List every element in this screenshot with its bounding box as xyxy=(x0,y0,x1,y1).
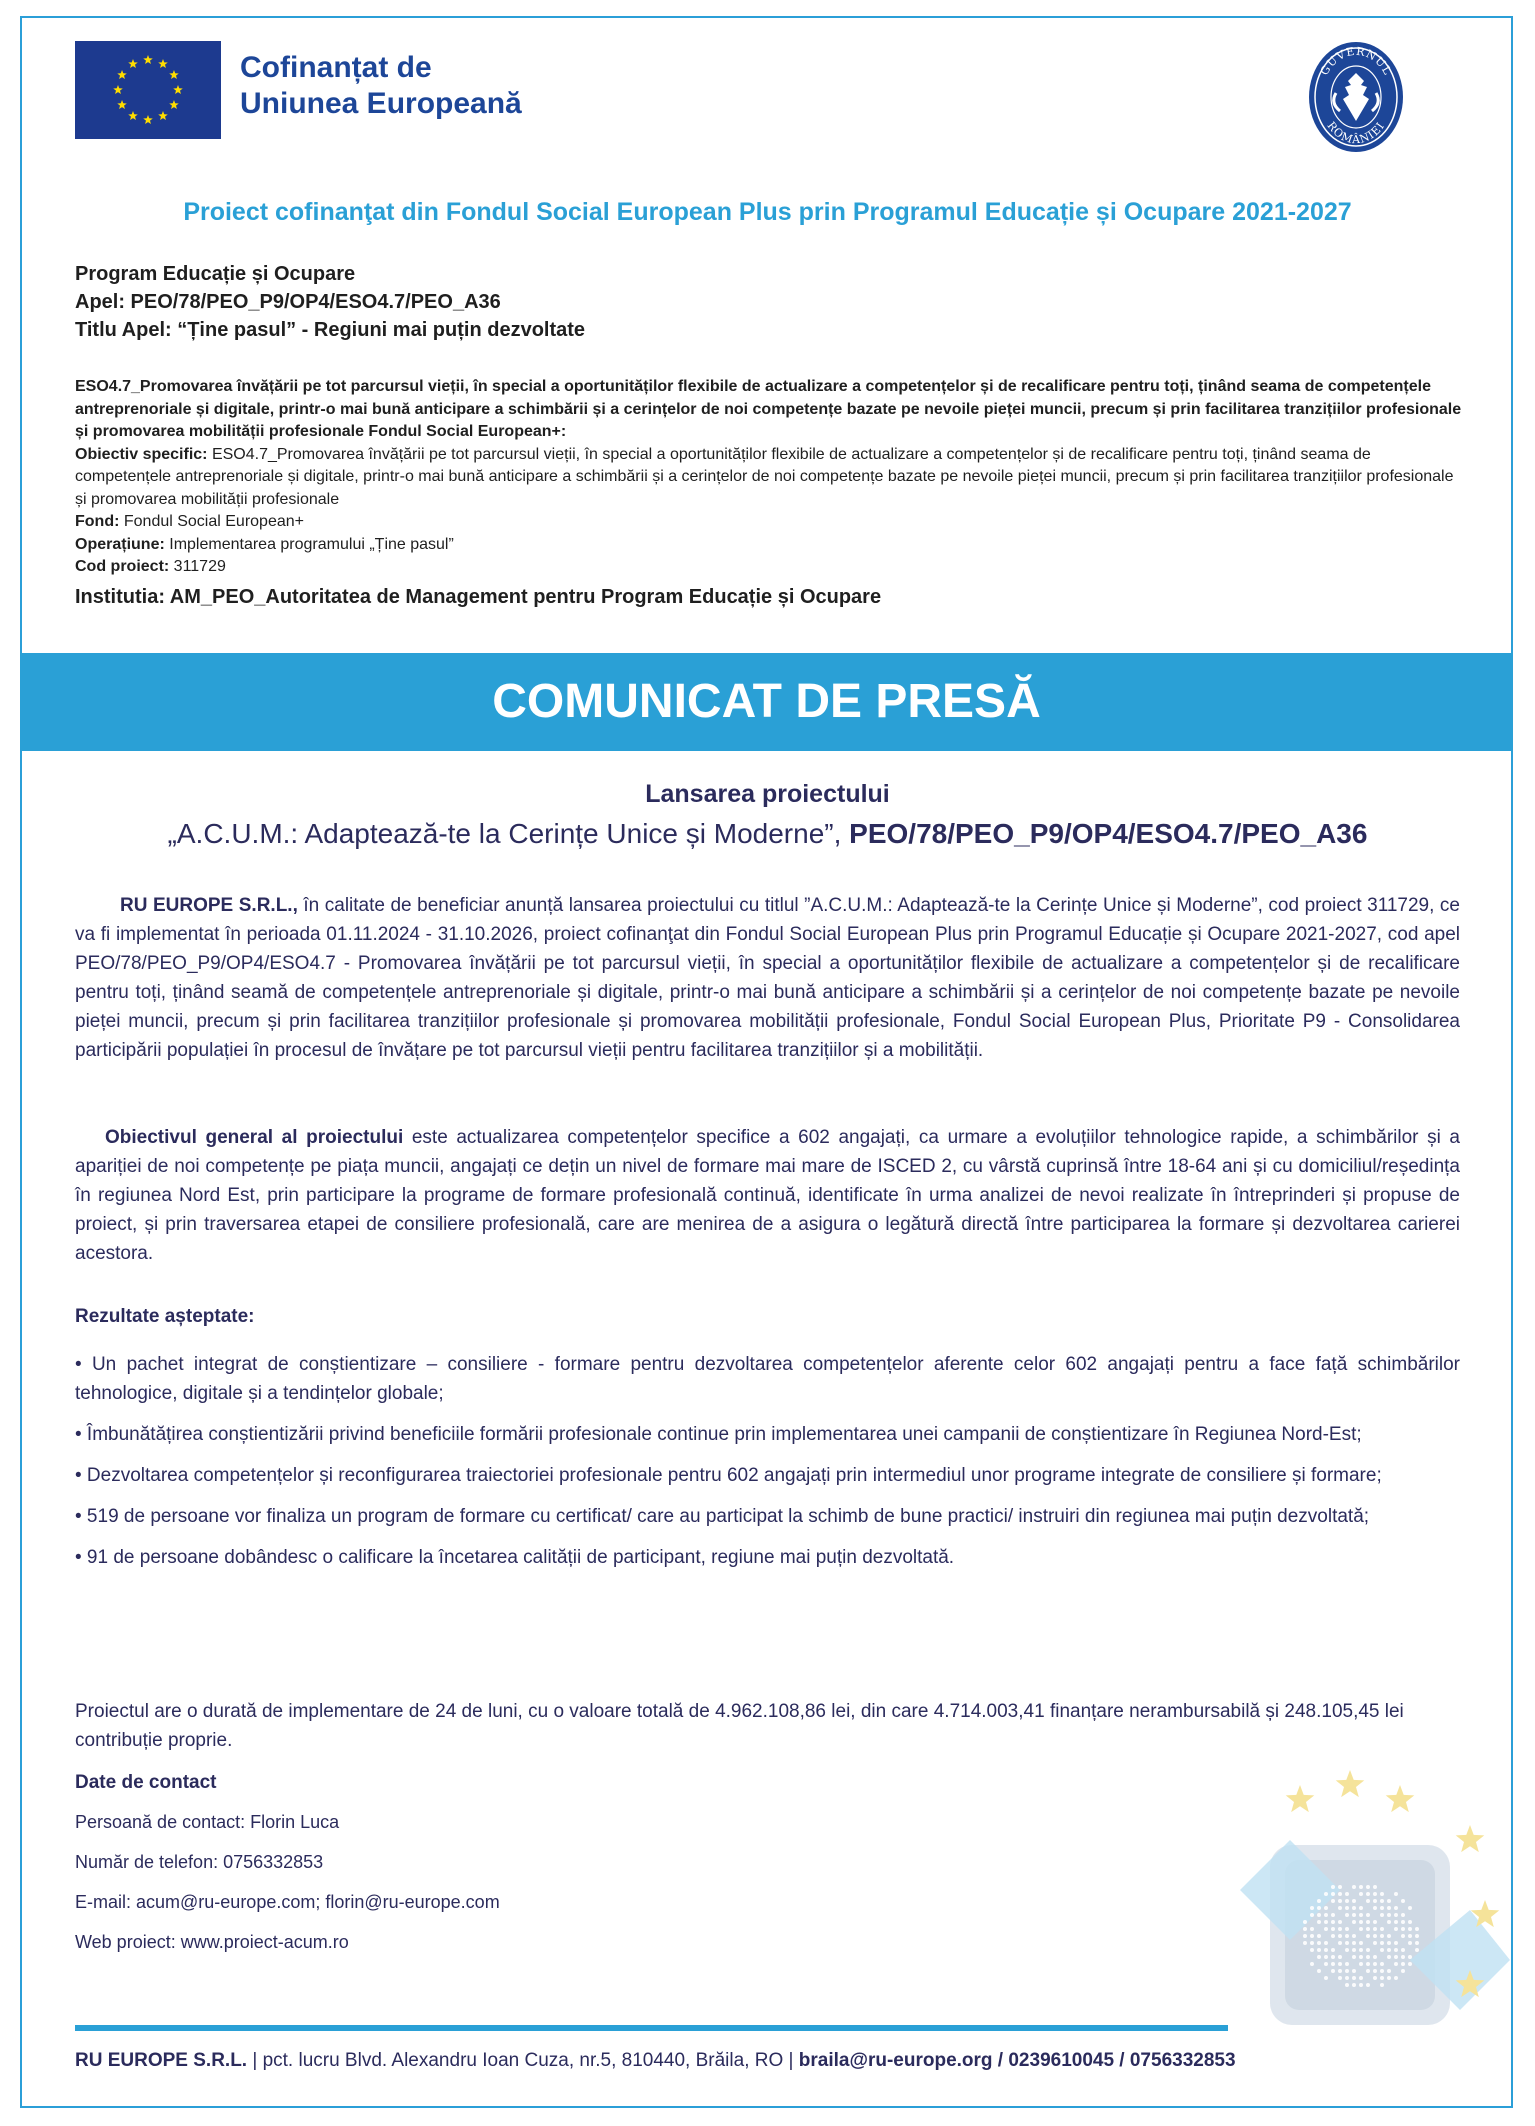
map-dot xyxy=(1387,1969,1391,1973)
map-dot xyxy=(1380,1983,1384,1987)
map-dot xyxy=(1317,1920,1321,1924)
map-dot xyxy=(1338,1927,1342,1931)
map-dot xyxy=(1317,1969,1321,1973)
map-dot xyxy=(1352,1913,1356,1917)
map-dot xyxy=(1359,1906,1363,1910)
map-dot xyxy=(1401,1913,1405,1917)
map-dot xyxy=(1415,1948,1419,1952)
map-dot xyxy=(1394,1906,1398,1910)
contact-person: Persoană de contact: Florin Luca xyxy=(75,1812,340,1832)
map-dot xyxy=(1373,1885,1377,1889)
eu-line-1: Cofinanțat de xyxy=(240,51,432,84)
map-dot xyxy=(1373,1899,1377,1903)
map-dot xyxy=(1310,1941,1314,1945)
map-dot xyxy=(1366,1948,1370,1952)
map-dot xyxy=(1373,1934,1377,1938)
launch-call-code: PEO/78/PEO_P9/OP4/ESO4.7/PEO_A36 xyxy=(849,818,1368,849)
map-dot xyxy=(1331,1885,1335,1889)
map-dot xyxy=(1317,1899,1321,1903)
map-dot xyxy=(1373,1941,1377,1945)
launch-subtitle xyxy=(60,818,1475,850)
list-item: • Dezvoltarea competențelor și reconfigurarea traiectoriei profesionale pentru 602 angajați prin intermediul unor programe integrate de consiliere și formare; xyxy=(75,1465,1382,1486)
map-dot xyxy=(1366,1955,1370,1959)
map-dot xyxy=(1373,1969,1377,1973)
map-dot xyxy=(1415,1941,1419,1945)
map-dot xyxy=(1359,1920,1363,1924)
map-dot xyxy=(1366,1983,1370,1987)
map-dot xyxy=(1331,1899,1335,1903)
contact-email: E-mail: acum@ru-europe.com; florin@ru-europe.com xyxy=(75,1892,500,1912)
map-dot xyxy=(1324,1962,1328,1966)
beneficiary-name: RU EUROPE S.R.L., xyxy=(120,895,298,916)
objective-text: ESO4.7_Promovarea învățării pe tot parcursul vieții, în special a oportunităților flexibile de actualizare a competențelor și de recalificare pentru toți, ținând seama de competențele antreprenoriale și digitale, printr-o mai bună anticipare a schimbării și a cerințelor de noi competențe bazate pe nevoile pieței muncii, precum și prin facilitarea tranzițiilor profesionale și promovarea mobilității profesionale xyxy=(75,445,1454,508)
map-dot xyxy=(1345,1927,1349,1931)
map-dot xyxy=(1338,1955,1342,1959)
map-dot xyxy=(1359,1885,1363,1889)
map-dot xyxy=(1324,1941,1328,1945)
map-dot xyxy=(1366,1969,1370,1973)
map-dot xyxy=(1366,1962,1370,1966)
map-dot xyxy=(1338,1976,1342,1980)
map-dot xyxy=(1324,1906,1328,1910)
objective-paragraph xyxy=(75,1123,1460,1268)
map-dot xyxy=(1310,1906,1314,1910)
map-dot xyxy=(1310,1927,1314,1931)
map-dot xyxy=(1352,1885,1356,1889)
map-dot xyxy=(1324,1920,1328,1924)
map-dot xyxy=(1345,1962,1349,1966)
map-dot xyxy=(1345,1983,1349,1987)
map-dot xyxy=(1331,1892,1335,1896)
list-item: • Un pachet integrat de conștientizare – consiliere - formare pentru dezvoltarea competențelor aferente celor 602 angajați pentru a face față schimbărilor tehnologice, digitale și a tendințelor globale; xyxy=(75,1354,1460,1404)
map-dot xyxy=(1331,1934,1335,1938)
map-dot xyxy=(1303,1920,1307,1924)
operation-label: Operațiune: xyxy=(75,535,165,553)
footer-contact: braila@ru-europe.org / 0239610045 / 0756332853 xyxy=(798,2050,1236,2071)
map-dot xyxy=(1331,1927,1335,1931)
map-dot xyxy=(1345,1941,1349,1945)
map-dot xyxy=(1380,1913,1384,1917)
map-dot xyxy=(1352,1976,1356,1980)
map-dot xyxy=(1394,1920,1398,1924)
map-dot xyxy=(1324,1948,1328,1952)
specific-objective-block xyxy=(75,376,1465,611)
map-dot xyxy=(1387,1948,1391,1952)
fund-label: Fond: xyxy=(75,513,120,530)
eu-flag-icon xyxy=(75,41,221,139)
map-dot xyxy=(1317,1906,1321,1910)
map-dot xyxy=(1359,1913,1363,1917)
map-dot xyxy=(1401,1962,1405,1966)
map-dot xyxy=(1338,1899,1342,1903)
intro-text: în calitate de beneficiar anunță lansarea proiectului cu titlul ”A.C.U.M.: Adaptează-te la Cerințe Unice și Moderne”, cod proiect 311729, ce va fi implementat în perioada 01.11.2024 - 31.10.2026, proiect cofinanţat din Fondul Social European Plus prin Programul Educație și Ocupare 2021-2027, cod apel PEO/78/PEO_P9/OP4/ESO4.7 - Promovarea învățării pe tot parcursul vieții, în special a oportunităților flexibile de actualizare a competențelor și de recalificare pentru toți, ținând seamă de competențele antreprenoriale și digitale, printr-o mai bună anticipare a schimbării și a cerințelor de noi competențe bazate pe nevoile pieței muncii, precum și prin facilitarea tranzițiilor profesionale și promovarea mobilității profesionale, Fondul Social European Plus, Prioritate P9 - Consolidarea participării populației în procesul de învățare pe tot parcursul vieții pentru facilitarea tranzițiilor și a mobilității. xyxy=(75,895,1460,1061)
map-dot xyxy=(1317,1913,1321,1917)
map-dot xyxy=(1303,1927,1307,1931)
map-dot xyxy=(1408,1934,1412,1938)
map-dot xyxy=(1408,1941,1412,1945)
map-dot xyxy=(1317,1934,1321,1938)
map-dot xyxy=(1317,1941,1321,1945)
map-dot xyxy=(1401,1927,1405,1931)
objective-label: Obiectiv specific: xyxy=(75,445,208,463)
map-dot xyxy=(1380,1899,1384,1903)
press-release-banner: COMUNICAT DE PRESĂ xyxy=(20,653,1513,751)
map-dot xyxy=(1366,1927,1370,1931)
results-list xyxy=(75,1350,1460,1584)
map-dot xyxy=(1394,1976,1398,1980)
map-dot xyxy=(1352,1948,1356,1952)
fund-text: Fondul Social European+ xyxy=(119,513,304,530)
map-dot xyxy=(1352,1906,1356,1910)
map-dot xyxy=(1359,1941,1363,1945)
map-dot xyxy=(1345,1976,1349,1980)
map-dot xyxy=(1345,1906,1349,1910)
map-dot xyxy=(1359,1927,1363,1931)
project-code-label: Cod proiect: xyxy=(75,558,170,575)
map-dot xyxy=(1324,1927,1328,1931)
map-dot xyxy=(1359,1976,1363,1980)
map-dot xyxy=(1387,1976,1391,1980)
map-dot xyxy=(1359,1948,1363,1952)
map-dot xyxy=(1401,1899,1405,1903)
map-dot xyxy=(1373,1962,1377,1966)
map-dot xyxy=(1401,1969,1405,1973)
project-code-text: 311729 xyxy=(169,558,226,575)
map-dot xyxy=(1359,1983,1363,1987)
gov-logo-bottom-text: ROMÂNIEI xyxy=(1324,119,1388,147)
map-dot xyxy=(1352,1941,1356,1945)
map-dot xyxy=(1387,1899,1391,1903)
map-dot xyxy=(1373,1892,1377,1896)
fund-line xyxy=(75,511,1465,534)
map-dot xyxy=(1401,1920,1405,1924)
map-dot xyxy=(1338,1885,1342,1889)
map-dot xyxy=(1394,1955,1398,1959)
map-dot xyxy=(1331,1962,1335,1966)
map-dot xyxy=(1387,1913,1391,1917)
footer xyxy=(75,2050,1485,2072)
map-dot xyxy=(1373,1927,1377,1931)
map-dot xyxy=(1352,1899,1356,1903)
map-dot xyxy=(1380,1976,1384,1980)
results-heading: Rezultate așteptate: xyxy=(75,1306,255,1327)
map-dot xyxy=(1359,1962,1363,1966)
map-dot xyxy=(1338,1962,1342,1966)
map-dot xyxy=(1352,1955,1356,1959)
map-dot xyxy=(1394,1962,1398,1966)
map-dot xyxy=(1373,1920,1377,1924)
map-dot xyxy=(1345,1892,1349,1896)
map-dot xyxy=(1338,1920,1342,1924)
map-dot xyxy=(1394,1941,1398,1945)
map-dot xyxy=(1352,1920,1356,1924)
decoration-star-icon xyxy=(1286,1785,1315,1812)
map-dot xyxy=(1387,1934,1391,1938)
map-dot xyxy=(1380,1948,1384,1952)
operation-text: Implementarea programului „Ține pasul” xyxy=(164,535,454,553)
map-dot xyxy=(1366,1934,1370,1938)
map-dot xyxy=(1366,1885,1370,1889)
project-code-line xyxy=(75,556,1465,579)
map-dot xyxy=(1408,1955,1412,1959)
map-dot xyxy=(1338,1934,1342,1938)
map-dot xyxy=(1345,1934,1349,1938)
list-item: • 91 de persoane dobândesc o calificare la încetarea calității de participant, regiune mai puțin dezvoltată. xyxy=(75,1547,955,1568)
map-dot xyxy=(1394,1948,1398,1952)
map-dot xyxy=(1338,1906,1342,1910)
map-dot xyxy=(1401,1955,1405,1959)
map-dot xyxy=(1373,1906,1377,1910)
map-dot xyxy=(1401,1948,1405,1952)
map-dot xyxy=(1310,1913,1314,1917)
institution-line: Institutia: AM_PEO_Autoritatea de Management pentru Program Educație și Ocupare xyxy=(75,585,882,608)
map-dot xyxy=(1387,1920,1391,1924)
map-dot xyxy=(1366,1899,1370,1903)
budget-paragraph: Proiectul are o durată de implementare de 24 de luni, cu o valoare totală de 4.962.108,86 lei, din care 4.714.003,41 finanțare nerambursabilă și 248.105,45 lei contribuție proprie. xyxy=(75,1701,1404,1751)
gov-logo-top-text: GUVERNUL xyxy=(1317,44,1395,78)
eso-intro: ESO4.7_Promovarea învățării pe tot parcursul vieții, în special a oportunităților flexibile de actualizare a competențelor și de recalificare pentru toți, ținând seama de competențele antreprenoriale și digitale, printr-o mai bună anticipare a schimbării și a cerințelor de noi competențe bazate pe nevoile pieței muncii, precum și prin facilitarea tranzițiilor profesionale și promovarea mobilității profesionale Fondul Social European+: xyxy=(75,378,1462,440)
map-dot xyxy=(1331,1955,1335,1959)
map-dot xyxy=(1394,1892,1398,1896)
map-dot xyxy=(1303,1941,1307,1945)
eu-cofinancing-label xyxy=(240,50,560,122)
romanian-government-logo-icon xyxy=(1306,37,1406,155)
map-dot xyxy=(1415,1934,1419,1938)
map-dot xyxy=(1366,1913,1370,1917)
contact-web: Web proiect: www.proiect-acum.ro xyxy=(75,1932,349,1952)
map-dot xyxy=(1345,1948,1349,1952)
map-dot xyxy=(1324,1913,1328,1917)
footer-divider xyxy=(75,2025,1228,2031)
map-dot xyxy=(1415,1927,1419,1931)
general-objective-text: este actualizarea competențelor specifice a 602 angajați, ca urmare a evoluțiilor tehnologice rapide, a schimbărilor și a apariției de noi competențe pe piața muncii, angajați ce dețin un nivel de formare mai mare de ISCED 2, cu vârstă cuprinsă între 18-64 ani și cu domiciliul/reședința în regiunea Nord Est, prin participare la programe de formare profesională continuă, identificate în urma analizei de nevoi realizate în întreprinderi și propuse de proiect, și prin traversarea etapei de consiliere profesională, care are menirea de a asigura o legătură directă între participarea la formare și dezvoltarea carierei acestora. xyxy=(75,1127,1460,1264)
map-dot xyxy=(1394,1913,1398,1917)
map-dot xyxy=(1338,1941,1342,1945)
map-dot xyxy=(1345,1969,1349,1973)
map-dot xyxy=(1373,1976,1377,1980)
map-dot xyxy=(1401,1934,1405,1938)
map-dot xyxy=(1394,1927,1398,1931)
map-dot xyxy=(1380,1892,1384,1896)
map-dot xyxy=(1310,1962,1314,1966)
map-dot xyxy=(1366,1892,1370,1896)
map-dot xyxy=(1324,1976,1328,1980)
map-dot xyxy=(1359,1892,1363,1896)
map-dot xyxy=(1345,1913,1349,1917)
map-dot xyxy=(1366,1920,1370,1924)
map-dot xyxy=(1387,1955,1391,1959)
map-dot xyxy=(1359,1955,1363,1959)
map-dot xyxy=(1324,1955,1328,1959)
map-dot xyxy=(1352,1969,1356,1973)
map-dot xyxy=(1408,1906,1412,1910)
map-dot xyxy=(1380,1934,1384,1938)
decoration-star-icon xyxy=(1456,1825,1485,1852)
eu-line-2: Uniunea Europeană xyxy=(240,87,522,120)
general-objective-label: Obiectivul general al proiectului xyxy=(105,1127,404,1148)
map-dot xyxy=(1338,1892,1342,1896)
contact-phone: Număr de telefon: 0756332853 xyxy=(75,1852,324,1872)
operation-line xyxy=(75,534,1465,557)
map-dot xyxy=(1408,1920,1412,1924)
map-dot xyxy=(1317,1955,1321,1959)
map-dot xyxy=(1352,1934,1356,1938)
map-dot xyxy=(1380,1962,1384,1966)
map-dot xyxy=(1387,1941,1391,1945)
map-dot xyxy=(1331,1913,1335,1917)
map-dot xyxy=(1408,1927,1412,1931)
intro-paragraph xyxy=(75,891,1460,1065)
launch-title: Lansarea proiectului xyxy=(645,780,890,808)
map-dot xyxy=(1331,1948,1335,1952)
footer-address: | pct. lucru Blvd. Alexandru Ioan Cuza, nr.5, 810440, Brăila, RO | xyxy=(247,2050,799,2071)
map-dot xyxy=(1303,1934,1307,1938)
map-dot xyxy=(1373,1955,1377,1959)
map-dot xyxy=(1310,1934,1314,1938)
launch-project-name: „A.C.U.M.: Adaptează-te la Cerințe Unice și Moderne”, xyxy=(167,818,850,849)
map-dot xyxy=(1338,1969,1342,1973)
map-dot xyxy=(1380,1941,1384,1945)
list-item: • Îmbunătățirea conștientizării privind beneficiile formării profesionale continue prin implementarea unei campanii de conștientizare în Regiunea Nord-Est; xyxy=(75,1424,1362,1445)
map-dot xyxy=(1408,1962,1412,1966)
map-dot xyxy=(1380,1906,1384,1910)
project-title: Proiect cofinanţat din Fondul Social European Plus prin Programul Educație și Ocupare 2021-2027 xyxy=(183,198,1352,226)
decoration-star-icon xyxy=(1336,1770,1365,1797)
europe-map-decoration-icon xyxy=(1240,1760,1510,2040)
map-dot xyxy=(1352,1983,1356,1987)
call-line: Apel: PEO/78/PEO_P9/OP4/ESO4.7/PEO_A36 xyxy=(75,291,501,313)
map-dot xyxy=(1331,1969,1335,1973)
objective-line xyxy=(75,444,1465,512)
map-dot xyxy=(1380,1927,1384,1931)
call-title-line: Titlu Apel: “Ține pasul” - Regiuni mai puțin dezvoltate xyxy=(75,319,586,341)
map-dot xyxy=(1331,1920,1335,1924)
map-dot xyxy=(1317,1948,1321,1952)
contact-heading: Date de contact xyxy=(75,1772,217,1793)
map-dot xyxy=(1324,1892,1328,1896)
map-dot xyxy=(1310,1948,1314,1952)
map-dot xyxy=(1380,1969,1384,1973)
decoration-star-icon xyxy=(1386,1785,1415,1812)
program-line: Program Educație și Ocupare xyxy=(75,263,356,285)
map-dot xyxy=(1387,1906,1391,1910)
map-dot xyxy=(1345,1899,1349,1903)
list-item: • 519 de persoane vor finaliza un program de formare cu certificat/ care au participat la schimb de bune practici/ instruiri din regiunea mai puțin dezvoltată; xyxy=(75,1506,1370,1527)
footer-company: RU EUROPE S.R.L. xyxy=(75,2050,248,2071)
program-info xyxy=(75,260,1475,344)
